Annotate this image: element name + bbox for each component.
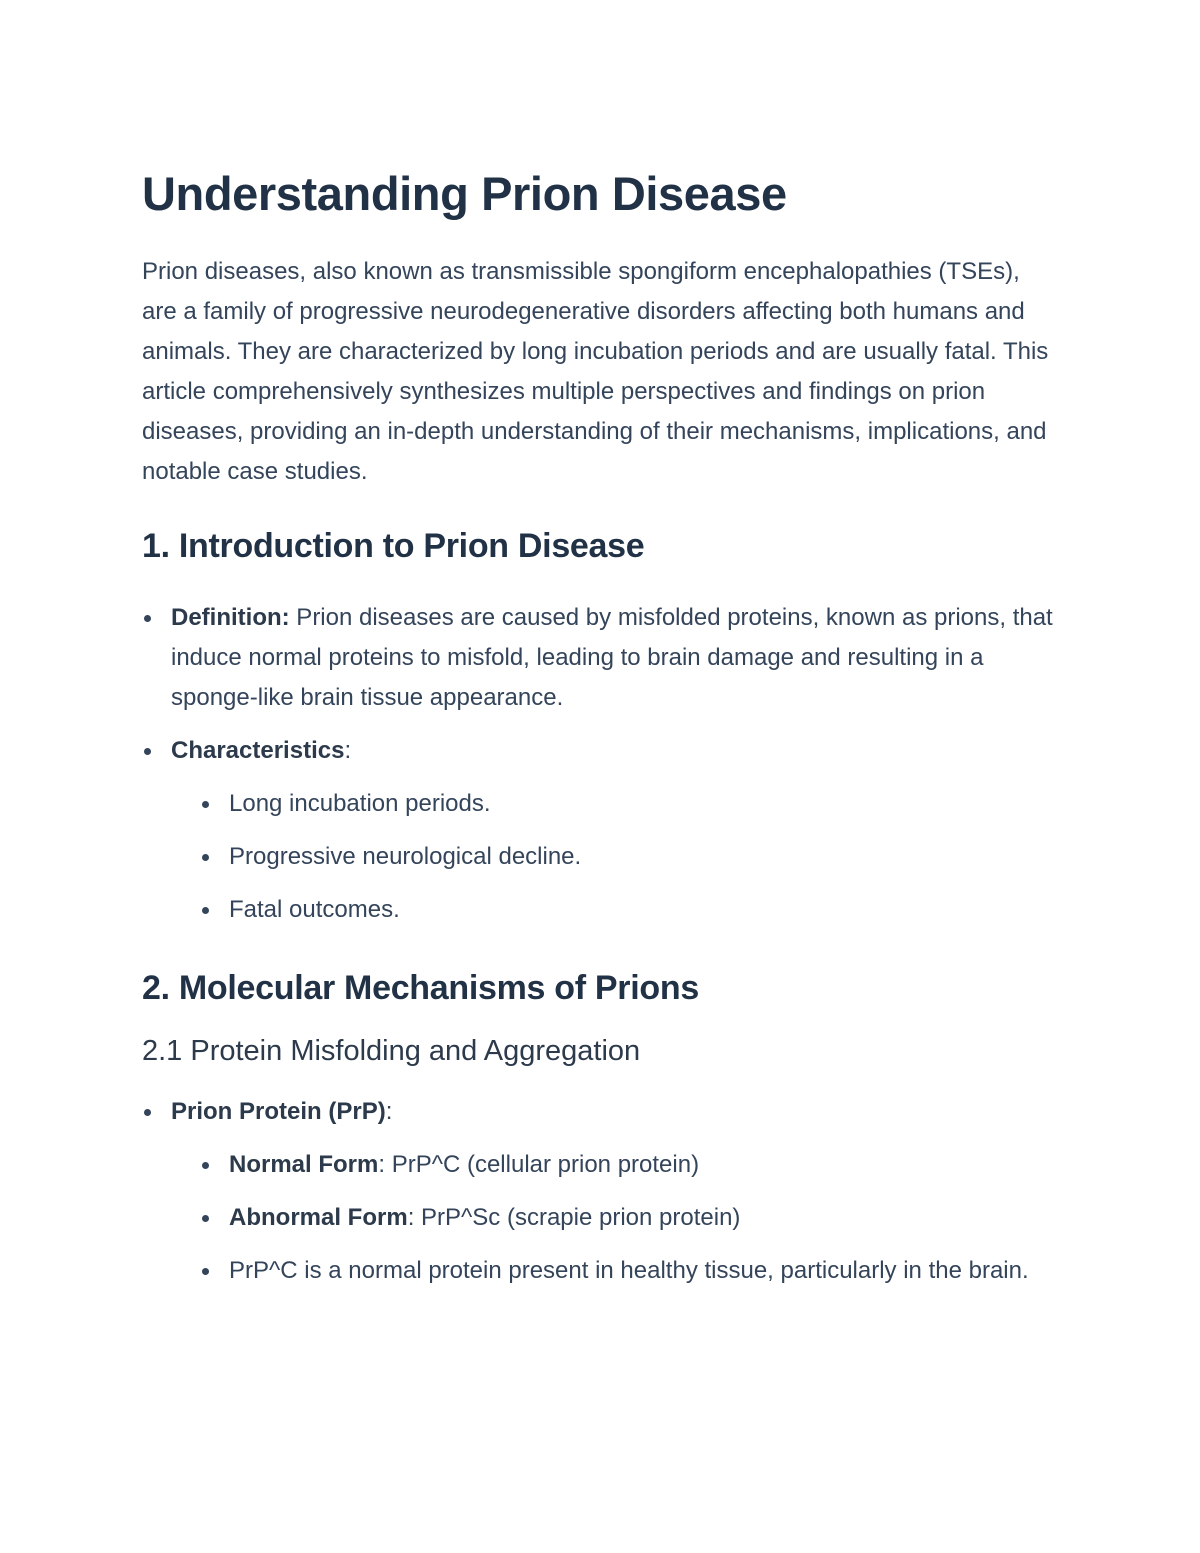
prion-protein-sublist [200, 1145, 1054, 1291]
normal-form-label: Normal Form [229, 1151, 379, 1178]
prion-protein-label: Prion Protein (PrP) [171, 1098, 386, 1125]
prpc-note-text: PrP^C is a normal protein present in healthy tissue, particularly in the brain. [229, 1257, 1029, 1284]
list-item-prion-protein [142, 1092, 1054, 1291]
characteristics-sublist [200, 784, 1054, 930]
characteristics-colon: : [344, 737, 352, 764]
normal-form-text: : PrP^C (cellular prion protein) [378, 1151, 700, 1178]
introduction-list [142, 598, 1054, 930]
abnormal-form-text: : PrP^Sc (scrapie prion protein) [407, 1204, 741, 1231]
definition-label: Definition: [171, 604, 290, 631]
characteristic-item: Fatal outcomes. [200, 890, 1054, 930]
section-heading-introduction: 1. Introduction to Prion Disease [142, 527, 645, 565]
prion-protein-list [142, 1092, 1054, 1291]
prion-protein-colon: : [385, 1098, 393, 1125]
section-heading-molecular-mechanisms: 2. Molecular Mechanisms of Prions [142, 969, 699, 1007]
list-item-normal-form [200, 1145, 1054, 1185]
subsection-heading-misfolding: 2.1 Protein Misfolding and Aggregation [142, 1035, 641, 1067]
list-item-abnormal-form [200, 1198, 1054, 1238]
characteristics-label: Characteristics [171, 737, 345, 764]
list-item-prpc-note [200, 1251, 1054, 1291]
definition-text: Prion diseases are caused by misfolded proteins, known as prions, that induce normal proteins to misfold, leading to brain damage and resulting in a sponge-like brain tissue appearance. [171, 604, 1053, 711]
characteristic-item: Progressive neurological decline. [200, 837, 1054, 877]
intro-paragraph: Prion diseases, also known as transmissible spongiform encephalopathies (TSEs), are a family of progressive neurodegenerative disorders affecting both humans and animals. They are characterized by long incubation periods and are usually fatal. This article comprehensively synthesizes multiple perspectives and findings on prion diseases, providing an in-depth understanding of their mechanisms, implications, and notable case studies. [142, 258, 1049, 485]
abnormal-form-label: Abnormal Form [229, 1204, 408, 1231]
page-title: Understanding Prion Disease [142, 167, 787, 220]
characteristic-item: Long incubation periods. [200, 784, 1054, 824]
list-item-characteristics [142, 731, 1054, 930]
list-item-definition [142, 598, 1054, 718]
document-page [142, 162, 1054, 1291]
